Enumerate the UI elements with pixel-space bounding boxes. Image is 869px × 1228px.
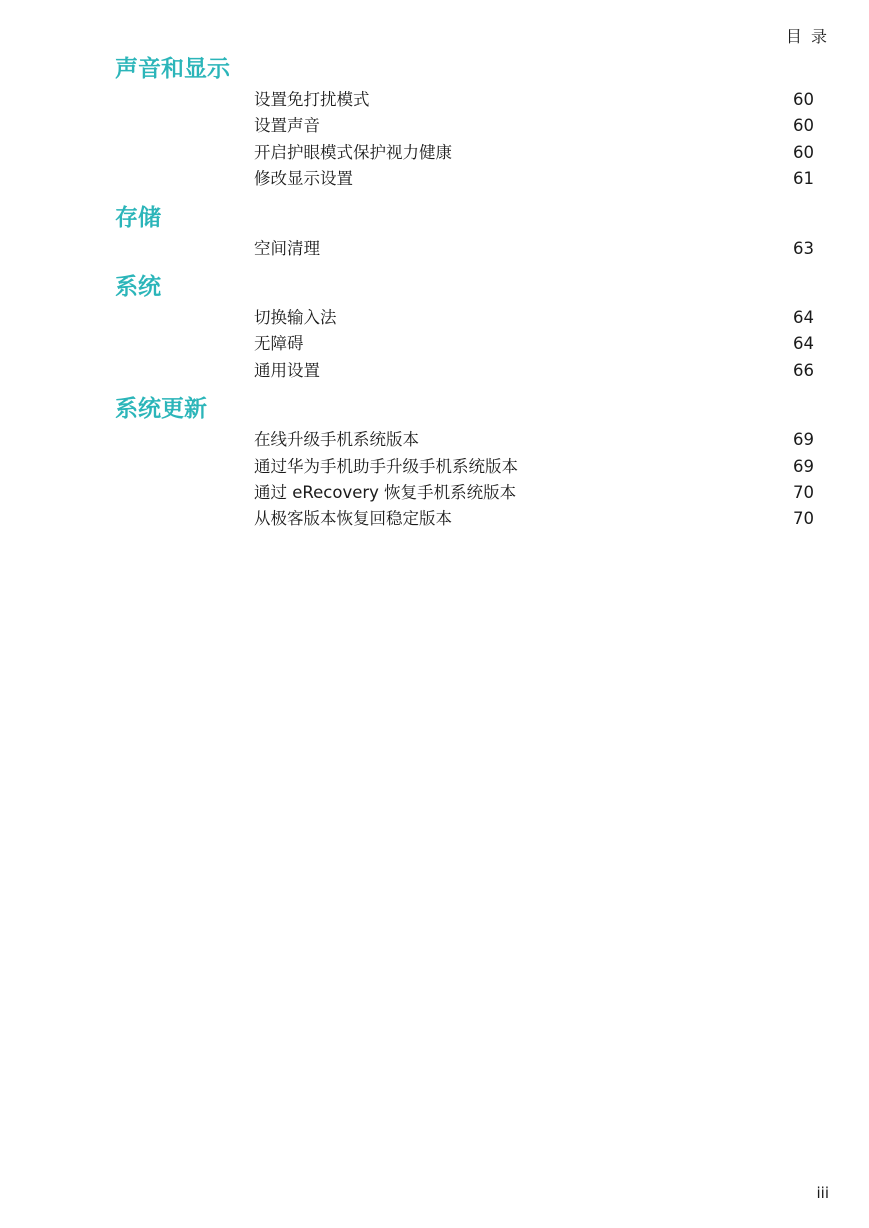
- toc-section-system: [0, 270, 869, 384]
- entry-page-number: 60: [793, 116, 814, 136]
- toc-section-sound-display: [0, 52, 869, 193]
- entry-page-number: 69: [793, 430, 814, 450]
- toc-entry[interactable]: [0, 427, 869, 453]
- entry-page-number: 66: [793, 360, 814, 380]
- entry-page-number: 61: [793, 169, 814, 189]
- toc-entry[interactable]: [0, 166, 869, 192]
- entry-title: 通过 eRecovery 恢复手机系统版本: [254, 482, 517, 502]
- section-title[interactable]: 系统: [115, 273, 161, 300]
- toc-entry[interactable]: [0, 236, 869, 262]
- running-header: 目 录: [785, 27, 829, 46]
- section-title[interactable]: 声音和显示: [115, 56, 230, 82]
- toc-entry[interactable]: [0, 506, 869, 532]
- entry-page-number: 70: [793, 482, 814, 502]
- toc-section-system-update: [0, 392, 869, 533]
- toc-entry[interactable]: [0, 454, 869, 480]
- entry-title: 无障碍: [254, 334, 304, 354]
- entry-page-number: 70: [793, 509, 814, 529]
- entry-title: 在线升级手机系统版本: [254, 430, 419, 450]
- section-title[interactable]: 系统更新: [115, 396, 207, 423]
- entry-title: 开启护眼模式保护视力健康: [254, 142, 452, 162]
- entry-page-number: 64: [793, 334, 814, 354]
- page-number: iii: [816, 1184, 829, 1202]
- entry-title: 空间清理: [254, 238, 320, 258]
- toc-section-storage: [0, 201, 869, 262]
- toc-entry[interactable]: [0, 331, 869, 357]
- entry-title: 设置声音: [254, 116, 320, 136]
- toc-entry[interactable]: [0, 480, 869, 506]
- toc-entry[interactable]: [0, 305, 869, 331]
- toc-entry[interactable]: [0, 113, 869, 139]
- entry-title: 修改显示设置: [254, 169, 353, 189]
- entry-title: 从极客版本恢复回稳定版本: [254, 509, 452, 529]
- entry-page-number: 69: [793, 456, 814, 476]
- entry-title: 通过华为手机助手升级手机系统版本: [254, 456, 518, 476]
- toc-entry[interactable]: [0, 87, 869, 113]
- entry-title: 切换输入法: [254, 307, 337, 327]
- entry-title: 通用设置: [254, 360, 320, 380]
- section-title[interactable]: 存储: [115, 204, 161, 231]
- entry-title: 设置免打扰模式: [254, 90, 370, 109]
- table-of-contents: [0, 52, 869, 541]
- toc-entry[interactable]: [0, 140, 869, 166]
- entry-page-number: 63: [793, 238, 814, 258]
- entry-page-number: 60: [793, 142, 814, 162]
- entry-page-number: 60: [793, 90, 814, 109]
- toc-entry[interactable]: [0, 358, 869, 384]
- entry-page-number: 64: [793, 307, 814, 327]
